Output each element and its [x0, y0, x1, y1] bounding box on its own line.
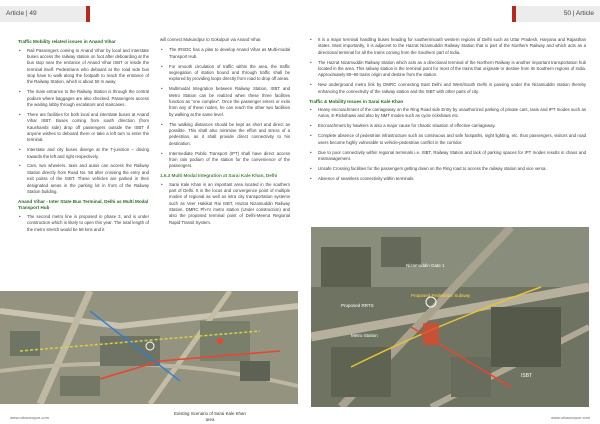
section-heading: Anand Vihar - Inter State Bus Terminal, Delhi as Multi Modal Transport Hub [18, 198, 149, 211]
map-label-proposed-subway: Proposed Pedestrian Subway [411, 293, 471, 298]
bullet-list [160, 47, 290, 169]
list-item: • There are facilities for both local and interstate buses at Anand Vihar ISBT. Buses coming from south direction (from Kaushambi side) drop off passengers outside the ISBT if anyone wishes to deboard there or take a left turn to enter the terminal. [18, 112, 149, 144]
page-header-right [512, 6, 600, 22]
list-item: • Rail Passengers coming to Anand Vihar by local and interstate buses access the railway station on foot after deboarding at the bus stop near the entrance of Anand Vihar ISBT or inside the terminal itself. Pedestrians who deboard at the road side bus stop have to walk along the footpath to reach the entrance of the Railway Station, which is about 50 m away. [18, 48, 149, 86]
section-heading: 1.6.3 Multi Modal Integration at Sarai Kale Khan, Delhi [160, 173, 278, 179]
header-accent-bar-right [512, 6, 516, 22]
section-heading: Traffic Mobility related issues in Anand Vihar [18, 39, 116, 44]
list-item: • Absence of seamless connectivity within terminals. [309, 176, 586, 182]
list-item: • Heavy encroachment of the carriageway on the Ring Road side Entry by unauthorized parking of private cars, taxis and IPT modes such as Autos, E-Rickshaws and also by NMT modes such as cycle rickshaws etc. [309, 107, 586, 120]
page-number-right: 50 | Article [563, 10, 594, 17]
list-item: • The second metro line is proposed in phase 3, and is under construction which is likely to open this year. The total length of the metro stretch would be 58 kms and it [18, 214, 149, 233]
aerial-photo-illustration [311, 227, 589, 407]
map-label-rrts: Proposed RRTS [341, 303, 374, 308]
bullet-list [18, 214, 149, 233]
list-item: • Sarai Kale Khan is an important area located in the southern part of Delhi. It is the locus and convergence point of multiple modes of regional as well as intra city transportation systems such as Veer Hakikat Rai ISBT, Hazrat Nizamuddin Railway Station, DMRC Ph-IV metro station (Under construction) and also the proposed terminal point of Delhi-Meerut Regional Rapid Transit System. [160, 182, 290, 226]
aerial-map-illustration [0, 291, 298, 404]
bullet-list [18, 48, 149, 196]
header-accent-bar-left [86, 6, 90, 22]
photo-caption: Existing Scenario of Sarai Kale Khan area [174, 411, 246, 422]
list-item: • It is a major terminal handling buses heading for southern/south western regions of Delhi such as Uttar Pradesh, Haryana and Rajasthan states. Most importantly, it is adjacent to the Hazrat Nizamuddin Railway Station that is part of the Northern Railway and which acts as a directional terminal for all the trains coming from the Southern part of India. [309, 37, 586, 56]
list-item: • The Hazrat Nizamuddin Railway Station which acts as a directional terminal of the Northern Railway is another important transportation hub located in the area. This railway station is the terminal point for most of the trains that originate or destine from its Southern regions of India. Approximately 80–90 trains origin and destine from the station. [309, 60, 586, 79]
bullet-list [309, 107, 586, 182]
map-label-isbt: ISBT [521, 373, 533, 379]
list-item: • Due to poor connectivity within regional terminals i.e. ISBT, Railway Station and lack of parking spaces for IPT modes results in chaos and mismanagement. [309, 150, 586, 163]
page-number-left: Article | 49 [6, 10, 37, 17]
map-label-nizamuddin: Nizamuddin Gate 1 [406, 263, 445, 268]
map-label-metro: Metro Station [351, 333, 378, 338]
footer-url-right: www.urbanvoyce.com [551, 415, 590, 420]
list-item: • Unsafe Crossing facilities for the passengers getting down on the Ring road to access the railway station and vice versa. [309, 166, 586, 172]
list-item: • Encroachment by hawkers is also a major cause for chaotic situation of effective carriageway. [309, 123, 586, 129]
list-item: • Intermediate Public Transport (IPT) shall have direct access from rain podium of the station for the convenience of the passengers. [160, 151, 290, 170]
bullet-list [309, 37, 586, 95]
page-header-left [0, 6, 90, 22]
sarai-kale-khan-aerial-photo [311, 227, 589, 407]
section-heading: Traffic & Mobility Issues in Sarai Kale Khan [309, 98, 404, 104]
footer-url-left: www.urbanvoyce.com [10, 415, 49, 420]
text-column-1 [18, 37, 149, 237]
list-item: • The walking distances should be kept as short and direct as possible. This shall also minimise the effort and stress of a pedestrian, as it shall provide direct connectivity to his destination. [160, 122, 290, 147]
text-column-3 [309, 37, 586, 186]
bullet-list [160, 182, 290, 226]
list-item: • Multimodal Integration between Railway Station, ISBT and Metro Station can be realized when these three facilities function as "one complex". Once the passenger enters or exits from any of these nodes, he can reach the other two facilities by walking at the same level. [160, 86, 290, 118]
list-item: • The IRSDC has a plan to develop Anand Vihar as Multi-modal Transport Hub. [160, 47, 290, 60]
list-item: • For smooth circulation of traffic within the area, the traffic segregation of station bound and through traffic shall be explored by providing loops directly from road to drop off areas. [160, 64, 290, 83]
list-item: • The main entrance to the Railway Station is through the central podium where baggages are also checked. Passengers access the waiting lobby through escalators and staircases. [18, 89, 149, 108]
list-item: • Cars, two wheelers, taxis and autos can access the Railway Station directly from Road No. 56 after crossing the entry and exit points of the ISBT. These vehicles are parked in their designated areas in the parking lot in front of the Railway Station building. [18, 163, 149, 195]
list-item: • Interstate and city buses diverge at the T-junction – driving towards the left and right respectively. [18, 147, 149, 160]
text-column-2 [160, 37, 290, 230]
list-item: • Complete absence of pedestrian infrastructure such as continuous and safe footpaths, night lighting, etc. thus passengers, visitors and road users become highly vulnerable to vehicle-pedestrian conflict in the corridor. [309, 133, 586, 146]
list-item: • New underground metro link by DMRC connecting East Delhi and West/South Delhi is passing under the Nizamuddin station thereby enhancing the connectivity of the railway station and the ISBT with other parts of city. [309, 82, 586, 95]
continued-paragraph: will connect Mukundpur to Gokulpuri via Anand Vihar. [160, 37, 262, 42]
aerial-map-photo [0, 291, 298, 404]
